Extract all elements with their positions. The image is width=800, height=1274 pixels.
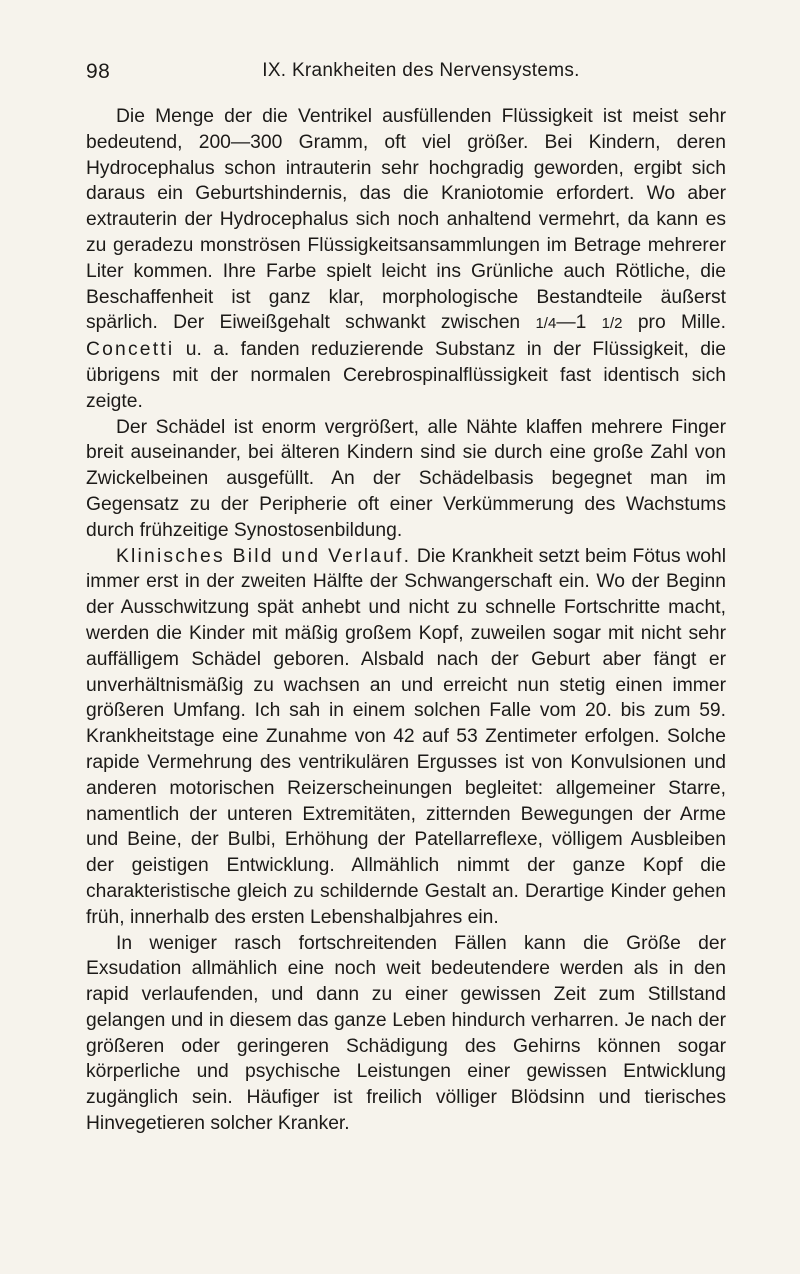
paragraph-4 [86,931,726,1137]
section-heading: Klinisches Bild und Verlauf. [116,545,412,567]
body-text [86,104,726,1137]
fraction-quarter: 1/4 [535,315,557,333]
paragraph-3 [86,544,726,931]
paragraph-2 [86,415,726,544]
paragraph-text: Die Menge der die Ventrikel ausfüllenden Flüssigkeit ist meist sehr bedeutend, 200—300 Gramm, oft viel größer. Bei Kindern, deren Hydrocephalus schon intrauterin sehr hochgradig geworden, ergibt sich daraus ein Geburtshindernis, das die Kraniotomie erfordert. Wo aber extrauterin der Hydrocephalus sich noch anhaltend vermehrt, da kann es zu geradezu monströsen Flüssigkeitsansammlungen im Betrage mehrerer Liter kommen. Ihre Farbe spielt leicht ins Grünliche auch Rötliche, die Beschaffenheit ist ganz klar, morphologische Bestandteile äußerst spärlich. Der Eiweißgehalt schwankt zwischen [86,106,726,334]
fraction-half: 1/2 [601,315,623,333]
paragraph-text: u. a. fanden reduzierende Substanz in der Flüssigkeit, die übrigens mit der normalen Cerebrospinalflüssigkeit fast identisch sich zeigte. [86,339,726,412]
fraction-dash: —1 [556,312,602,334]
paragraph-1 [86,104,726,415]
running-head: IX. Krankheiten des Nervensystems. [262,60,580,81]
paragraph-text: Die Krankheit setzt beim Fötus wohl immer erst in der zweiten Hälfte der Schwangerschaft ein. Wo der Beginn der Ausschwitzung spät anhebt und nicht zu schnelle Fortschritte macht, werden die Kinder mit mäßig großem Kopf, zuweilen sogar mit nicht sehr auffälligem Schädel geboren. Alsbald nach der Geburt aber fängt er unverhältnismäßig zu wachsen an und erreicht nun stetig einen immer größeren Umfang. Ich sah in einem solchen Falle vom 20. bis zum 59. Krankheitstage eine Zunahme von 42 auf 53 Zentimeter erfolgen. Solche rapide Vermehrung des ventrikulären Ergusses ist von Konvulsionen und anderen motorischen Reizerscheinungen begleitet: allgemeiner Starre, namentlich der unteren Extremitäten, zitternden Bewegungen der Arme und Beine, der Bulbi, Erhöhung der Patellarreflexe, völligem Ausbleiben der geistigen Entwicklung. Allmählich nimmt der ganze Kopf die charakteristische gleich zu schildernde Gestalt an. Derartige Kinder gehen früh, innerhalb des ersten Lebenshalbjahres ein. [86,545,726,928]
page-header [86,60,726,90]
page-number: 98 [86,60,111,83]
paragraph-text: In weniger rasch fortschreitenden Fällen kann die Größe der Exsudation allmählich eine noch weit bedeutendere werden als in den rapid verlaufenden, und dann zu einer gewissen Zeit zum Stillstand gelangen und in diesem das ganze Leben hindurch verharren. Je nach der größeren oder geringeren Schädigung des Gehirns können sogar körperliche und psychische Leistungen einer gewissen Entwicklung zugänglich sein. Häufiger ist freilich völliger Blödsinn und tierisches Hinvegetieren solcher Kranker. [86,932,726,1135]
author-name: Concetti [86,339,175,361]
paragraph-text: Der Schädel ist enorm vergrößert, alle Nähte klaffen mehrere Finger breit auseinander, bei älteren Kindern sind sie durch eine große Zahl von Zwickelbeinen ausgefüllt. An der Schädelbasis begegnet man im Gegensatz zu der Peripherie oft einer Verkümmerung des Wachstums durch frühzeitige Synostosenbildung. [86,416,726,541]
paragraph-text: pro Mille. [622,312,726,334]
